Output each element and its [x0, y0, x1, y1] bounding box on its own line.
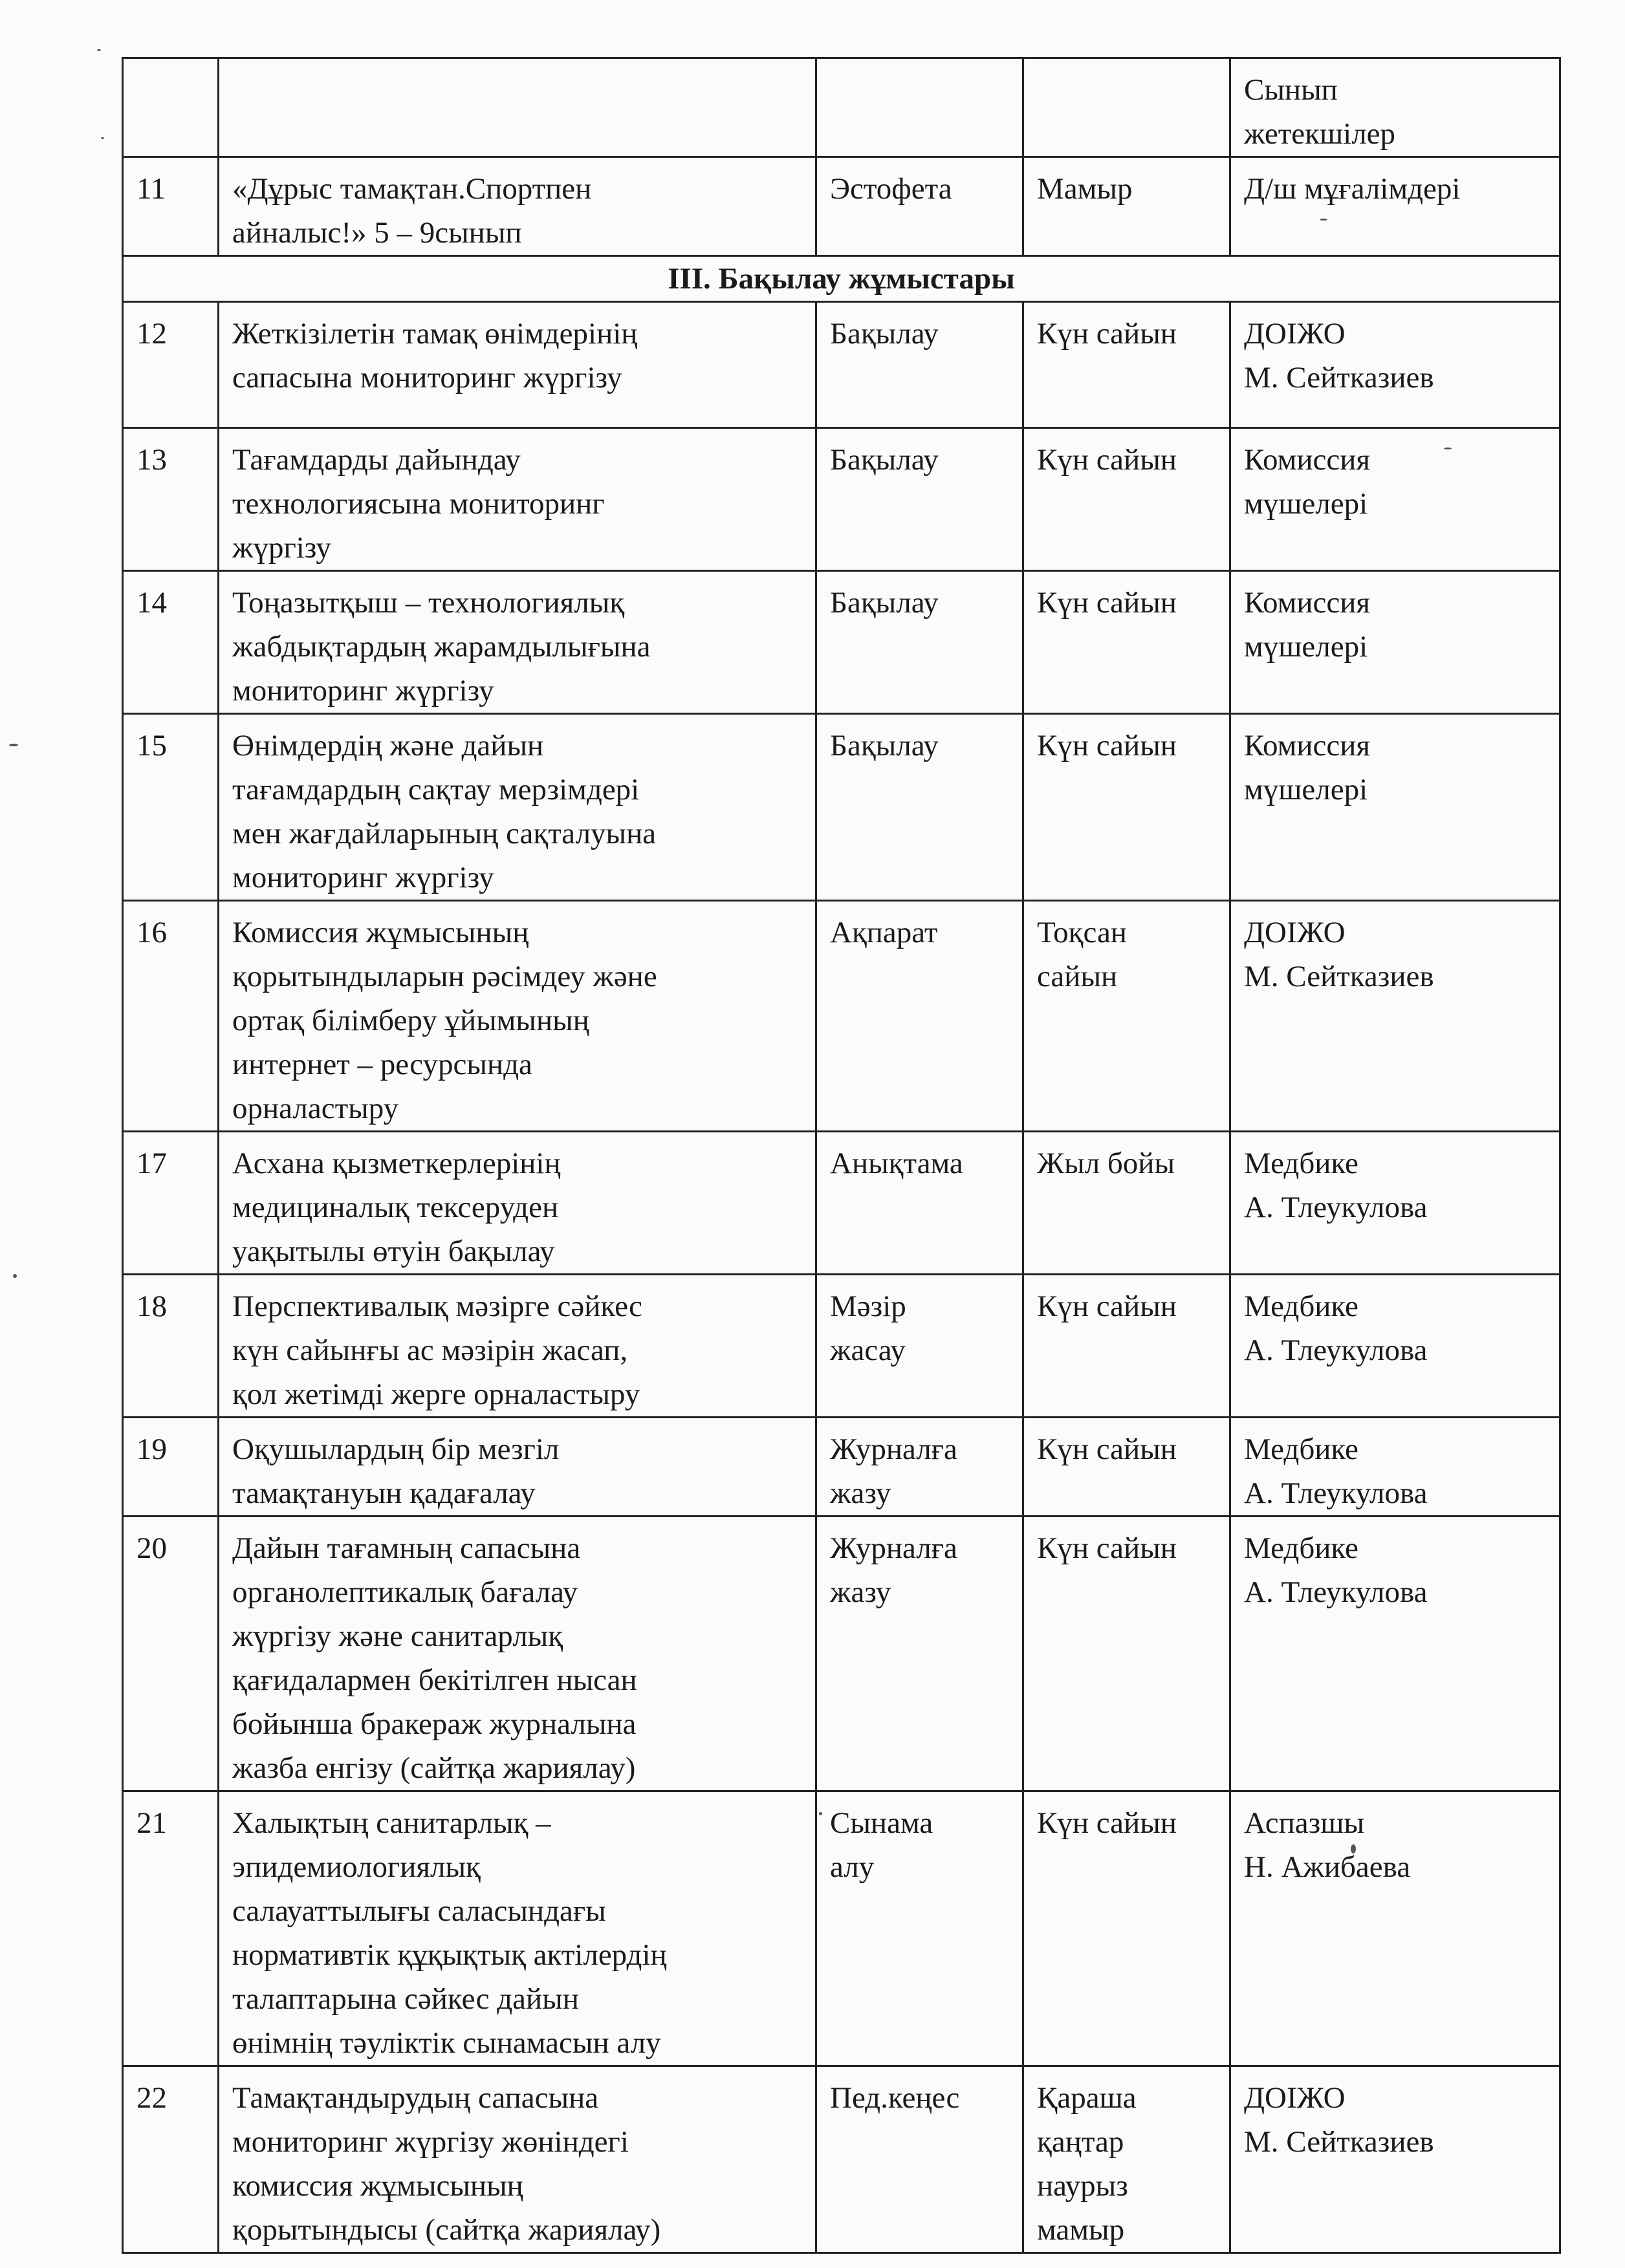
- event-title-line: Дайын тағамның сапасына: [232, 1531, 581, 1565]
- responsible-line: А. Тлеукулова: [1244, 1476, 1428, 1510]
- event-title-line: Өнімдердің және дайын: [232, 729, 544, 762]
- form-cell: [816, 1418, 1023, 1517]
- time-cell: [1023, 1517, 1230, 1791]
- time-cell: [1023, 2066, 1230, 2253]
- responsible-line: Д/ш мұғалімдері: [1244, 172, 1461, 206]
- time-line: Күн сайын: [1037, 1290, 1177, 1323]
- form-line: Ақпарат: [830, 916, 938, 949]
- table-row: [123, 901, 1560, 1132]
- event-title-cell: [219, 1418, 816, 1517]
- table-row: [123, 714, 1560, 901]
- time-line: Күн сайын: [1037, 729, 1177, 762]
- responsible-line: мүшелері: [1244, 773, 1368, 806]
- table-row: [123, 157, 1560, 256]
- event-title-line: Тоңазытқыш – технологиялық: [232, 586, 625, 620]
- responsible-cell: [1230, 1517, 1560, 1791]
- table-row: [123, 1791, 1560, 2066]
- form-line: Бақылау: [830, 317, 939, 351]
- form-cell: Эстофета: [816, 157, 1023, 256]
- event-title-cell: [219, 1275, 816, 1418]
- event-title-line: Комиссия жұмысының: [232, 916, 529, 949]
- form-line: Сынама: [830, 1806, 933, 1840]
- time-cell: [1023, 1418, 1230, 1517]
- form-cell: [816, 1275, 1023, 1418]
- section-heading: ІІІ. Бақылау жұмыстары: [123, 256, 1560, 302]
- event-title-line: Тамақтандырудың сапасына: [232, 2081, 599, 2115]
- time-cell: [1023, 428, 1230, 571]
- event-title-line: қол жетімді жерге орналастыру: [232, 1377, 640, 1411]
- responsible-line: М. Сейтказиев: [1244, 960, 1434, 993]
- responsible-line: Медбике: [1244, 1432, 1358, 1466]
- form-line: Журналға: [830, 1531, 957, 1565]
- time-line: Күн сайын: [1037, 1531, 1177, 1565]
- responsible-line: А. Тлеукулова: [1244, 1334, 1428, 1367]
- event-title-line: бойынша бракераж журналына: [232, 1707, 637, 1741]
- form-cell: [816, 302, 1023, 428]
- row-number-cell: 13: [123, 428, 219, 571]
- time-line: Күн сайын: [1037, 317, 1177, 351]
- responsible-line: ДОІЖО: [1244, 2081, 1346, 2115]
- row-number-cell: 15: [123, 714, 219, 901]
- responsible-cell: [1230, 1418, 1560, 1517]
- time-line: Күн сайын: [1037, 443, 1177, 477]
- time-cell: Мамыр: [1023, 157, 1230, 256]
- scan-speck: [13, 1274, 17, 1278]
- event-title-line: комиссия жұмысының: [232, 2169, 523, 2203]
- responsible-line: Медбике: [1244, 1147, 1358, 1180]
- row-number-cell: 20: [123, 1517, 219, 1791]
- event-title-line: мониторинг жүргізу: [232, 861, 494, 894]
- table-row: [123, 1132, 1560, 1275]
- time-cell: [1023, 901, 1230, 1132]
- row-number-cell: 19: [123, 1418, 219, 1517]
- event-title-line: медициналық тексеруден: [232, 1191, 559, 1224]
- responsible-line: Н. Ажибаева: [1244, 1850, 1411, 1884]
- responsible-cell: [1230, 901, 1560, 1132]
- responsible-line: жетекшілер: [1244, 117, 1396, 151]
- responsible-cell: [1230, 571, 1560, 714]
- form-line: Журналға: [830, 1432, 957, 1466]
- table-row: [123, 1275, 1560, 1418]
- table-row: [123, 1517, 1560, 1791]
- event-title-cell: [219, 901, 816, 1132]
- form-cell: [816, 1132, 1023, 1275]
- responsible-line: Комиссия: [1244, 729, 1370, 762]
- row-number-cell: 21: [123, 1791, 219, 2066]
- time-cell: [1023, 58, 1230, 157]
- time-cell: [1023, 302, 1230, 428]
- event-title-cell: [219, 58, 816, 157]
- responsible-line: Сынып: [1244, 73, 1338, 107]
- event-title-cell: [219, 714, 816, 901]
- table-row: [123, 1418, 1560, 1517]
- scan-speck: [101, 137, 104, 139]
- responsible-cell: [1230, 428, 1560, 571]
- row-number-cell: 11: [123, 157, 219, 256]
- time-line: мамыр: [1037, 2213, 1125, 2247]
- responsible-line: М. Сейтказиев: [1244, 2125, 1434, 2159]
- form-line: жазу: [830, 1575, 891, 1609]
- event-title-line: қорытындысы (сайтқа жариялау): [232, 2213, 661, 2247]
- event-title-line: тағамдардың сақтау мерзімдері: [232, 773, 640, 806]
- event-title-line: жабдықтардың жарамдылығына: [232, 630, 651, 664]
- event-title-line: ортақ білімберу ұйымының: [232, 1004, 589, 1037]
- responsible-cell: [1230, 2066, 1560, 2253]
- responsible-line: Аспазшы: [1244, 1806, 1364, 1840]
- time-cell: [1023, 571, 1230, 714]
- responsible-line: М. Сейтказиев: [1244, 361, 1434, 394]
- table-row: [123, 571, 1560, 714]
- event-title-cell: [219, 428, 816, 571]
- form-cell: [816, 2066, 1023, 2253]
- time-line: сайын: [1037, 960, 1118, 993]
- event-title-cell: [219, 302, 816, 428]
- event-title-line: Перспективалық мәзірге сәйкес: [232, 1290, 642, 1323]
- form-line: Бақылау: [830, 729, 939, 762]
- event-title-line: салауаттылығы саласындағы: [232, 1894, 606, 1928]
- event-title-line: Оқушылардың бір мезгіл: [232, 1432, 560, 1466]
- event-title-line: қорытындыларын рәсімдеу және: [232, 960, 657, 993]
- time-line: қаңтар: [1037, 2125, 1124, 2159]
- event-title-line: тамақтануын қадағалау: [232, 1476, 536, 1510]
- event-title-line: технологиясына мониторинг: [232, 487, 605, 521]
- table-row: [123, 428, 1560, 571]
- responsible-line: Медбике: [1244, 1531, 1358, 1565]
- responsible-line: Медбике: [1244, 1290, 1358, 1323]
- event-title-line: талаптарына сәйкес дайын: [232, 1982, 579, 2016]
- event-title-line: күн сайынғы ас мәзірін жасап,: [232, 1334, 628, 1367]
- responsible-cell: [1230, 157, 1560, 256]
- responsible-cell: [1230, 1275, 1560, 1418]
- form-line: Анықтама: [830, 1147, 963, 1180]
- event-title-line: Халықтың санитарлық –: [232, 1806, 551, 1840]
- time-line: Күн сайын: [1037, 1432, 1177, 1466]
- responsible-line: Комиссия: [1244, 443, 1370, 477]
- form-cell: [816, 1791, 1023, 2066]
- form-line: Пед.кеңес: [830, 2081, 960, 2115]
- event-title-line: органолептикалық бағалау: [232, 1575, 578, 1609]
- event-title-cell: [219, 2066, 816, 2253]
- time-line: Қараша: [1037, 2081, 1137, 2115]
- responsible-cell: [1230, 1791, 1560, 2066]
- event-title-line: өнімнің тәуліктік сынамасын алу: [232, 2026, 661, 2060]
- event-title-cell: [219, 1791, 816, 2066]
- event-title-cell: [219, 157, 816, 256]
- responsible-line: мүшелері: [1244, 487, 1368, 521]
- responsible-cell: [1230, 1132, 1560, 1275]
- event-title-line: уақытылы өтуін бақылау: [232, 1235, 555, 1268]
- event-title-cell: [219, 571, 816, 714]
- row-number-cell: 14: [123, 571, 219, 714]
- event-title-line: айналыс!» 5 – 9сынып: [232, 216, 522, 250]
- event-title-cell: [219, 1517, 816, 1791]
- responsible-line: мүшелері: [1244, 630, 1368, 664]
- row-number-cell: 16: [123, 901, 219, 1132]
- responsible-line: Комиссия: [1244, 586, 1370, 620]
- table-row: [123, 58, 1560, 157]
- event-title-line: эпидемиологиялық: [232, 1850, 481, 1884]
- event-title-line: интернет – ресурсында: [232, 1048, 532, 1081]
- form-line: жасау: [830, 1334, 906, 1367]
- event-title-line: Тағамдарды дайындау: [232, 443, 521, 477]
- responsible-line: А. Тлеукулова: [1244, 1191, 1428, 1224]
- scan-speck: [9, 744, 18, 746]
- event-title-line: орналастыру: [232, 1092, 399, 1125]
- time-cell: [1023, 1275, 1230, 1418]
- form-line: алу: [830, 1850, 875, 1884]
- row-number-cell: 17: [123, 1132, 219, 1275]
- event-title-line: сапасына мониторинг жүргізу: [232, 361, 622, 394]
- time-line: Күн сайын: [1037, 1806, 1177, 1840]
- event-title-line: қағидалармен бекітілген нысан: [232, 1663, 637, 1697]
- form-line: Бақылау: [830, 586, 939, 620]
- time-cell: [1023, 1791, 1230, 2066]
- event-title-line: мониторинг жүргізу: [232, 674, 494, 707]
- event-title-line: жүргізу: [232, 531, 331, 565]
- form-cell: [816, 58, 1023, 157]
- form-cell: [816, 428, 1023, 571]
- responsible-cell: [1230, 302, 1560, 428]
- event-title-line: Асхана қызметкерлерінің: [232, 1147, 561, 1180]
- time-line: Жыл бойы: [1037, 1147, 1175, 1180]
- table-row: [123, 302, 1560, 428]
- responsible-cell: [1230, 58, 1560, 157]
- row-number-cell: 18: [123, 1275, 219, 1418]
- time-cell: [1023, 714, 1230, 901]
- form-cell: [816, 1517, 1023, 1791]
- responsible-line: А. Тлеукулова: [1244, 1575, 1428, 1609]
- time-cell: [1023, 1132, 1230, 1275]
- form-cell: [816, 571, 1023, 714]
- event-title-line: Жеткізілетін тамақ өнімдерінің: [232, 317, 638, 351]
- event-title-cell: [219, 1132, 816, 1275]
- event-title-line: «Дұрыс тамақтан.Спортпен: [232, 172, 592, 206]
- table-row: [123, 2066, 1560, 2253]
- form-cell: [816, 714, 1023, 901]
- form-line: жазу: [830, 1476, 891, 1510]
- form-line: Мәзір: [830, 1290, 906, 1323]
- time-line: Тоқсан: [1037, 916, 1127, 949]
- form-line: Бақылау: [830, 443, 939, 477]
- responsible-line: ДОІЖО: [1244, 317, 1346, 351]
- section-heading-row: [123, 256, 1560, 302]
- time-line: Күн сайын: [1037, 586, 1177, 620]
- event-title-line: жазба енгізу (сайтқа жариялау): [232, 1751, 636, 1785]
- responsible-cell: [1230, 714, 1560, 901]
- event-title-line: мониторинг жүргізу жөніндегі: [232, 2125, 629, 2159]
- row-number-cell: 12: [123, 302, 219, 428]
- table-body: [123, 302, 1560, 2253]
- time-line: наурыз: [1037, 2169, 1128, 2203]
- form-cell: [816, 901, 1023, 1132]
- event-title-line: мен жағдайларының сақталуына: [232, 817, 657, 850]
- event-title-line: жүргізу және санитарлық: [232, 1619, 563, 1653]
- scan-speck: [97, 49, 101, 51]
- event-title-line: нормативтік құқықтық актілердің: [232, 1938, 667, 1972]
- row-number-cell: 22: [123, 2066, 219, 2253]
- monitoring-plan-table: [122, 57, 1561, 2254]
- row-number-cell: [123, 58, 219, 157]
- responsible-line: ДОІЖО: [1244, 916, 1346, 949]
